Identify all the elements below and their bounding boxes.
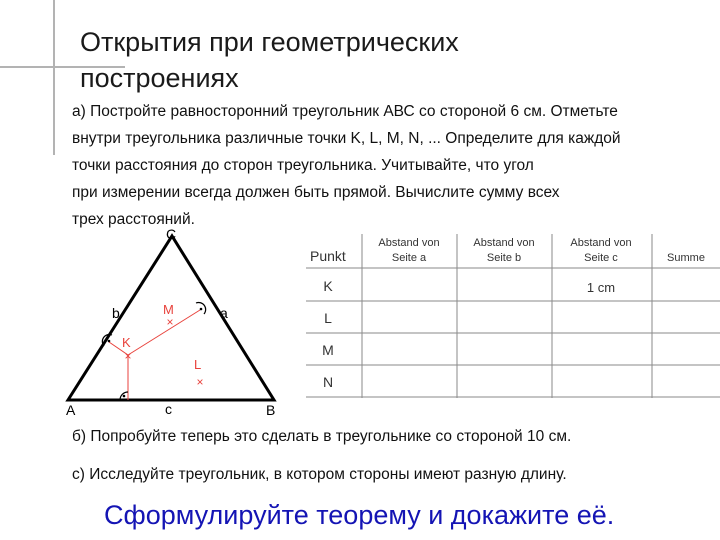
slide-title <box>80 24 680 96</box>
row-point-label: M <box>322 342 334 358</box>
decorative-vertical-line <box>53 0 55 155</box>
task-a-line-1: а) Постройте равносторонний треугольник АВС со стороной 6 см. Отметьте <box>72 103 618 120</box>
side-c-label: c <box>165 401 172 417</box>
point-l-label: L <box>194 357 202 372</box>
triangle-figure <box>60 222 285 422</box>
point-k-label: K <box>122 335 131 350</box>
point-m-marker: × <box>166 315 174 329</box>
header-c-line-1: Abstand von <box>570 237 632 249</box>
vertex-b-label: B <box>266 402 276 418</box>
row-point-label: L <box>324 310 332 326</box>
title-line-1: Открытия при геометрических <box>80 27 459 57</box>
title-line-2: построениях <box>80 63 239 93</box>
header-sum: Summe <box>667 252 705 264</box>
header-c-line-2: Seite c <box>584 252 618 264</box>
point-m-label: M <box>163 302 174 317</box>
header-a-line-2: Seite a <box>391 252 427 264</box>
distance-table <box>302 230 720 400</box>
side-b-label: b <box>112 305 120 321</box>
task-a-line-5: трех расстояний. <box>72 211 195 228</box>
row-k-dist-c: 1 cm <box>586 280 616 295</box>
task-a-line-2: внутри треугольника различные точки K, L, M, N, ... Определите для каждой <box>72 130 621 147</box>
task-a-line-4: при измерении всегда должен быть прямой. Вычислите сумму всех <box>72 184 560 201</box>
row-point-label: K <box>323 278 333 294</box>
row-point-label: N <box>322 374 334 390</box>
final-instruction: Сформулируйте теорему и докажите её. <box>104 500 615 530</box>
header-b-line-1: Abstand von <box>473 237 535 249</box>
right-angle-dot-c <box>123 395 126 398</box>
point-k-marker: × <box>124 349 132 363</box>
point-l-marker: × <box>196 375 204 389</box>
task-b-text: б) Попробуйте теперь это сделать в треугольнике со стороной 10 см. <box>72 428 572 445</box>
header-b-line-2: Seite b <box>486 252 522 264</box>
right-angle-dot-b <box>108 340 111 343</box>
header-a-line-1: Abstand von <box>378 237 440 249</box>
task-c-text: с) Исследуйте треугольник, в котором стороны имеют разную длину. <box>72 466 567 483</box>
vertex-a-label: A <box>66 402 76 418</box>
right-angle-dot-a <box>200 308 203 311</box>
side-a-label: a <box>220 305 228 321</box>
task-a-line-3: точки расстояния до сторон треугольника. Учитывайте, что угол <box>72 157 534 174</box>
task-a-text <box>72 98 717 233</box>
header-punkt: Punkt <box>310 248 346 264</box>
vertex-c-label: C <box>166 226 177 242</box>
